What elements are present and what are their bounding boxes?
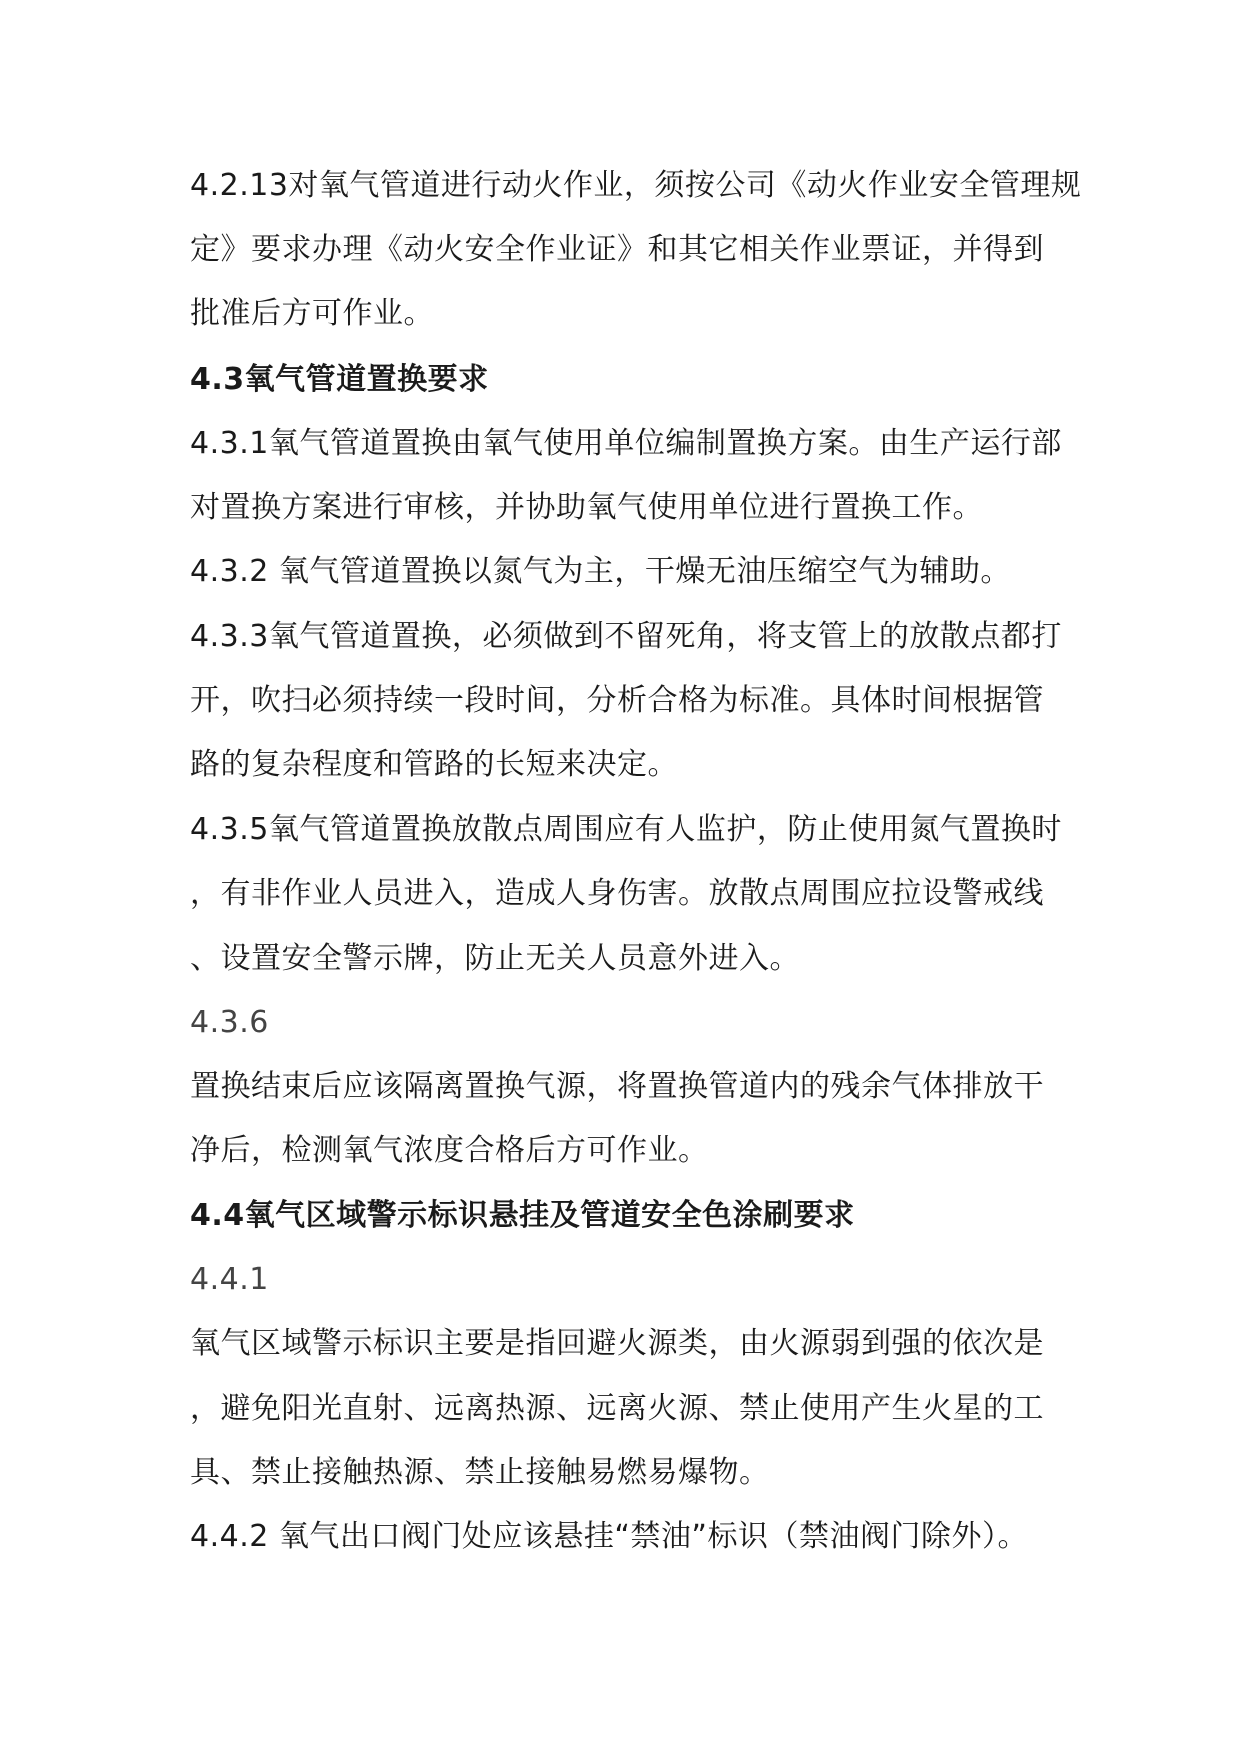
paragraph-4-3-2: 4.3.2 氧气管道置换以氮气为主，干燥无油压缩空气为辅助。 (190, 554, 1011, 589)
paragraph-4-3-3-line-2: 开，吹扫必须持续一段时间，分析合格为标准。具体时间根据管 (190, 683, 1044, 718)
paragraph-4-3-6-line-1: 置换结束后应该隔离置换气源，将置换管道内的残余气体排放干 (190, 1069, 1044, 1104)
paragraph-4-4-1-line-2: ，避免阳光直射、远离热源、远离火源、禁止使用产生火星的工 (190, 1391, 1044, 1426)
paragraph-4-3-5-line-2: ，有非作业人员进入，造成人身伤害。放散点周围应拉设警戒线 (190, 876, 1044, 911)
paragraph-4-3-1-line-2: 对置换方案进行审核，并协助氧气使用单位进行置换工作。 (190, 490, 983, 525)
paragraph-4-3-1-line-1: 4.3.1氧气管道置换由氧气使用单位编制置换方案。由生产运行部 (190, 426, 1062, 461)
paragraph-4-4-1-line-1: 氧气区域警示标识主要是指回避火源类，由火源弱到强的依次是 (190, 1326, 1044, 1361)
paragraph-4-4-1-line-3: 具、禁止接触热源、禁止接触易燃易爆物。 (190, 1455, 770, 1490)
paragraph-4-3-5-line-3: 、设置安全警示牌，防止无关人员意外进入。 (190, 941, 800, 976)
paragraph-4-2-13-line-3: 批准后方可作业。 (190, 296, 434, 331)
section-heading-4-4: 4.4氧气区域警示标识悬挂及管道安全色涂刷要求 (190, 1198, 855, 1233)
paragraph-4-3-5-line-1: 4.3.5氧气管道置换放散点周围应有人监护，防止使用氮气置换时 (190, 812, 1062, 847)
paragraph-4-3-3-line-3: 路的复杂程度和管路的长短来决定。 (190, 747, 678, 782)
paragraph-4-4-1-number: 4.4.1 (190, 1262, 269, 1297)
paragraph-4-2-13-line-1: 4.2.13对氧气管道进行动火作业，须按公司《动火作业安全管理规 (190, 168, 1082, 203)
paragraph-4-3-6-line-2: 净后，检测氧气浓度合格后方可作业。 (190, 1133, 709, 1168)
paragraph-4-3-6-number: 4.3.6 (190, 1005, 269, 1040)
paragraph-4-2-13-line-2: 定》要求办理《动火安全作业证》和其它相关作业票证，并得到 (190, 232, 1044, 267)
section-heading-4-3: 4.3氧气管道置换要求 (190, 362, 489, 397)
paragraph-4-3-3-line-1: 4.3.3氧气管道置换，必须做到不留死角，将支管上的放散点都打 (190, 619, 1062, 654)
paragraph-4-4-2: 4.4.2 氧气出口阀门处应该悬挂“禁油”标识（禁油阀门除外）。 (190, 1519, 1028, 1554)
